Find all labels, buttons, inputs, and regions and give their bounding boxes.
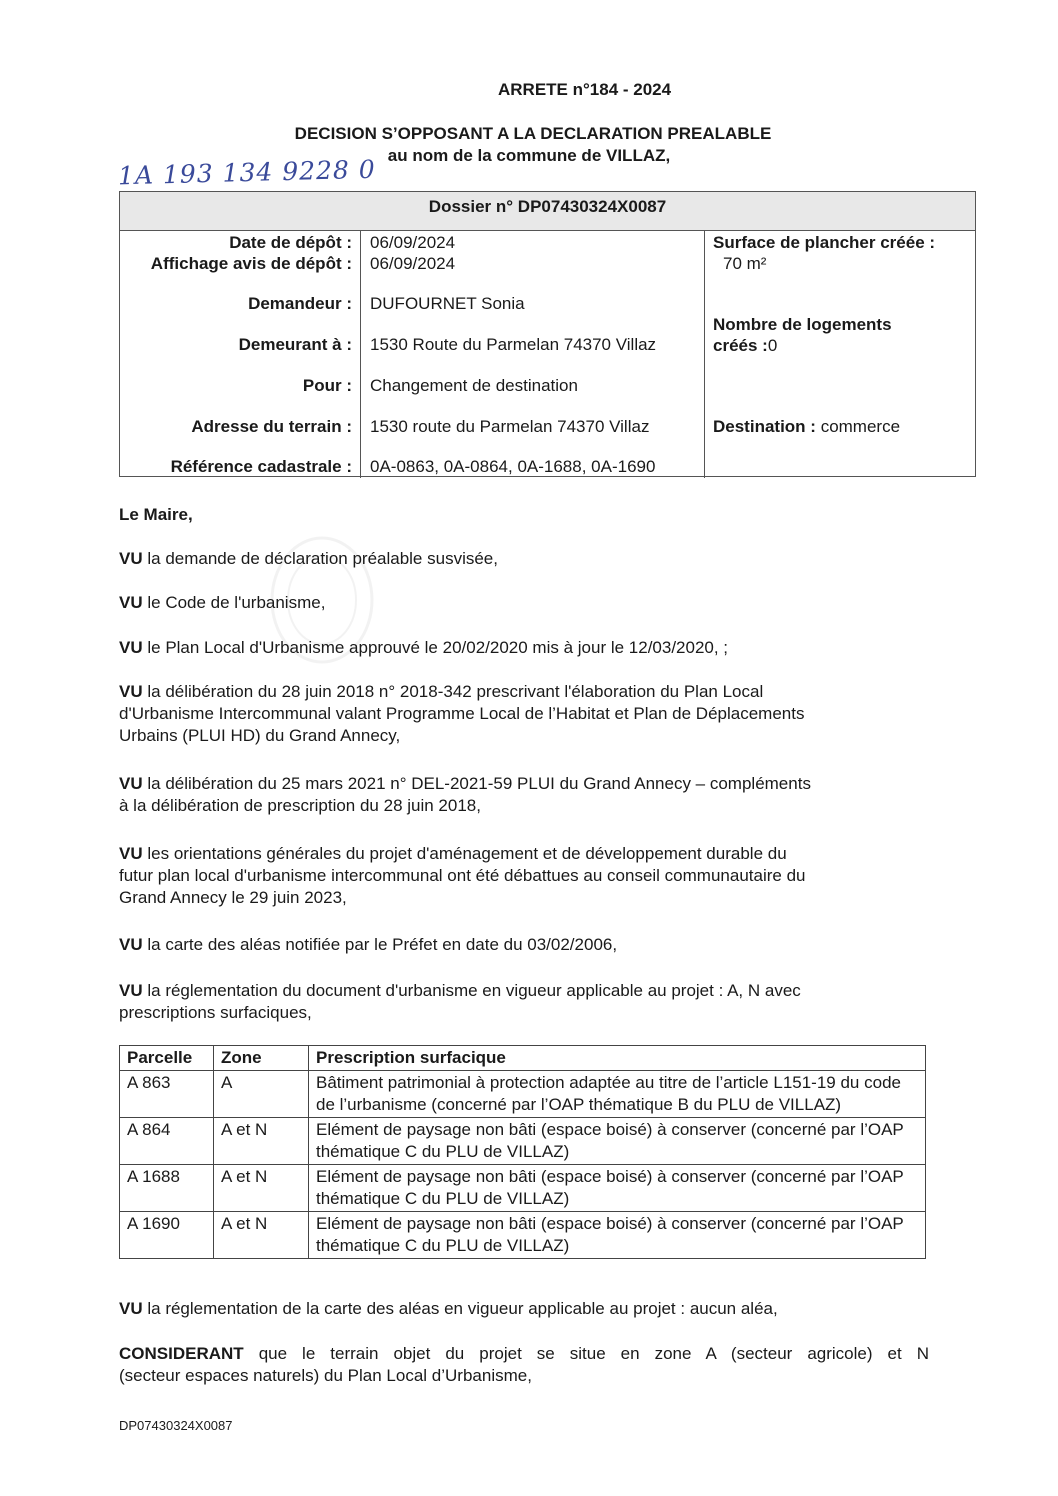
pour-value: Changement de destination <box>370 376 578 395</box>
vu8-line-2: prescriptions surfaciques, <box>119 1003 312 1022</box>
logements-line2 <box>713 336 777 356</box>
logements-label-line2: créés : <box>713 336 768 355</box>
decision-title: DECISION S’OPPOSANT A LA DECLARATION PREALABLE <box>294 124 772 143</box>
vu-keyword: VU <box>119 638 143 657</box>
table-row <box>120 1212 926 1259</box>
handwritten-reference-number: 1A 193 134 9228 0 <box>117 154 377 191</box>
surface-value: 70 m² <box>723 254 767 273</box>
vu-text: la délibération du 25 mars 2021 n° DEL-2021-59 PLUI du Grand Annecy – compléments <box>147 774 811 793</box>
vu4-line-2: d'Urbanisme Intercommunal valant Programme Local de l’Habitat et Plan de Déplacements <box>119 704 805 723</box>
vu-text: la carte des aléas notifiée par le Préfet en date du 03/02/2006, <box>147 935 618 954</box>
footer-dossier-reference: DP07430324X0087 <box>119 1418 233 1433</box>
cell-zone: A <box>214 1071 309 1118</box>
vu4-line-3: Urbains (PLUI HD) du Grand Annecy, <box>119 726 401 745</box>
vu-text: le Plan Local d'Urbanisme approuvé le 20/02/2020 mis à jour le 12/03/2020, ; <box>147 638 729 657</box>
considerant-paragraph <box>119 1343 929 1387</box>
vu-paragraph-7 <box>119 934 929 956</box>
considerant-line-2: (secteur espaces naturels) du Plan Local d’Urbanisme, <box>119 1366 532 1385</box>
vu5-line-2: à la délibération de prescription du 28 juin 2018, <box>119 796 481 815</box>
vu-keyword: VU <box>119 935 143 954</box>
logements-value: 0 <box>767 336 778 355</box>
affichage-value: 06/09/2024 <box>370 254 456 273</box>
destination-value: commerce <box>820 417 901 436</box>
table-row <box>120 1118 926 1165</box>
pour-label: Pour : <box>302 376 352 395</box>
column-divider <box>704 230 705 478</box>
arrete-number-title: ARRETE n°184 - 2024 <box>498 80 672 99</box>
vu-text: la réglementation du document d'urbanisme en vigueur applicable au projet : A, N avec <box>147 981 801 1000</box>
vu-paragraph-3 <box>119 637 929 659</box>
considerant-text: que le terrain objet du projet se situe en zone A (secteur agricole) et N <box>258 1344 929 1363</box>
table-header-row <box>120 1046 926 1071</box>
cell-zone: A et N <box>214 1165 309 1212</box>
dossier-number-header: Dossier n° DP07430324X0087 <box>120 192 975 231</box>
header-parcelle: Parcelle <box>120 1046 214 1071</box>
vu-paragraph-9 <box>119 1298 929 1320</box>
vu5-line-1 <box>119 773 929 795</box>
vu6-line-2: futur plan local d'urbanisme intercommunal ont été débattues au conseil communautaire du <box>119 866 806 885</box>
vu-paragraph-1 <box>119 548 929 570</box>
adresse-terrain-value: 1530 route du Parmelan 74370 Villaz <box>370 417 650 436</box>
vu-text: la demande de déclaration préalable susvisée, <box>147 549 498 568</box>
commune-line: au nom de la commune de VILLAZ, <box>387 146 671 165</box>
column-divider <box>360 230 361 478</box>
vu6-line-1 <box>119 843 929 865</box>
header-prescription: Prescription surfacique <box>309 1046 926 1071</box>
cell-prescription: Bâtiment patrimonial à protection adaptée au titre de l’article L151-19 du code de l’urbanisme (concerné par l’OAP thématique B du PLU de VILLAZ) <box>309 1071 926 1118</box>
vu6-line-3: Grand Annecy le 29 juin 2023, <box>119 888 347 907</box>
vu-keyword: VU <box>119 1299 143 1318</box>
vu-paragraph-8 <box>119 980 929 1024</box>
considerant-keyword: CONSIDERANT <box>119 1344 244 1363</box>
reference-cadastrale-label: Référence cadastrale : <box>170 457 352 476</box>
vu8-line-1 <box>119 980 929 1002</box>
vu-paragraph-2 <box>119 592 929 614</box>
vu-keyword: VU <box>119 774 143 793</box>
vu-keyword: VU <box>119 844 143 863</box>
dossier-box <box>119 191 976 477</box>
vu-paragraph-6 <box>119 843 929 909</box>
vu4-line-1 <box>119 681 929 703</box>
cell-zone: A et N <box>214 1212 309 1259</box>
demeurant-value: 1530 Route du Parmelan 74370 Villaz <box>370 335 657 354</box>
cell-zone: A et N <box>214 1118 309 1165</box>
vu-paragraph-5 <box>119 773 929 817</box>
cell-prescription: Elément de paysage non bâti (espace boisé) à conserver (concerné par l’OAP thématique C du PLU de VILLAZ) <box>309 1212 926 1259</box>
vu-text: la délibération du 28 juin 2018 n° 2018-342 prescrivant l'élaboration du Plan Local <box>147 682 764 701</box>
cell-prescription: Elément de paysage non bâti (espace boisé) à conserver (concerné par l’OAP thématique C du PLU de VILLAZ) <box>309 1165 926 1212</box>
date-depot-value: 06/09/2024 <box>370 233 456 252</box>
vu-text: les orientations générales du projet d'aménagement et de développement durable du <box>147 844 787 863</box>
vu-keyword: VU <box>119 549 143 568</box>
reference-cadastrale-value: 0A-0863, 0A-0864, 0A-1688, 0A-1690 <box>370 457 656 476</box>
table-row <box>120 1165 926 1212</box>
logements-label-line1: Nombre de logements <box>713 315 892 334</box>
vu-paragraph-4 <box>119 681 929 747</box>
demandeur-value: DUFOURNET Sonia <box>370 294 525 313</box>
le-maire-heading: Le Maire, <box>119 505 193 524</box>
cell-parcelle: A 1690 <box>120 1212 214 1259</box>
destination-label: Destination : <box>713 417 816 436</box>
adresse-terrain-label: Adresse du terrain : <box>191 417 352 436</box>
surface-label: Surface de plancher créée : <box>713 233 936 252</box>
demeurant-label: Demeurant à : <box>238 335 352 354</box>
date-depot-label: Date de dépôt : <box>229 233 352 252</box>
cell-prescription: Elément de paysage non bâti (espace boisé) à conserver (concerné par l’OAP thématique C du PLU de VILLAZ) <box>309 1118 926 1165</box>
table-row <box>120 1071 926 1118</box>
parcel-prescription-table <box>119 1045 926 1259</box>
vu-text: la réglementation de la carte des aléas en vigueur applicable au projet : aucun aléa, <box>147 1299 778 1318</box>
demandeur-label: Demandeur : <box>248 294 352 313</box>
vu-keyword: VU <box>119 682 143 701</box>
header-zone: Zone <box>214 1046 309 1071</box>
vu-keyword: VU <box>119 593 143 612</box>
cell-parcelle: A 1688 <box>120 1165 214 1212</box>
destination-line <box>713 417 900 437</box>
affichage-label: Affichage avis de dépôt : <box>150 254 352 273</box>
cell-parcelle: A 863 <box>120 1071 214 1118</box>
considerant-line-1 <box>119 1343 929 1365</box>
cell-parcelle: A 864 <box>120 1118 214 1165</box>
vu-keyword: VU <box>119 981 143 1000</box>
vu-text: le Code de l'urbanisme, <box>147 593 326 612</box>
